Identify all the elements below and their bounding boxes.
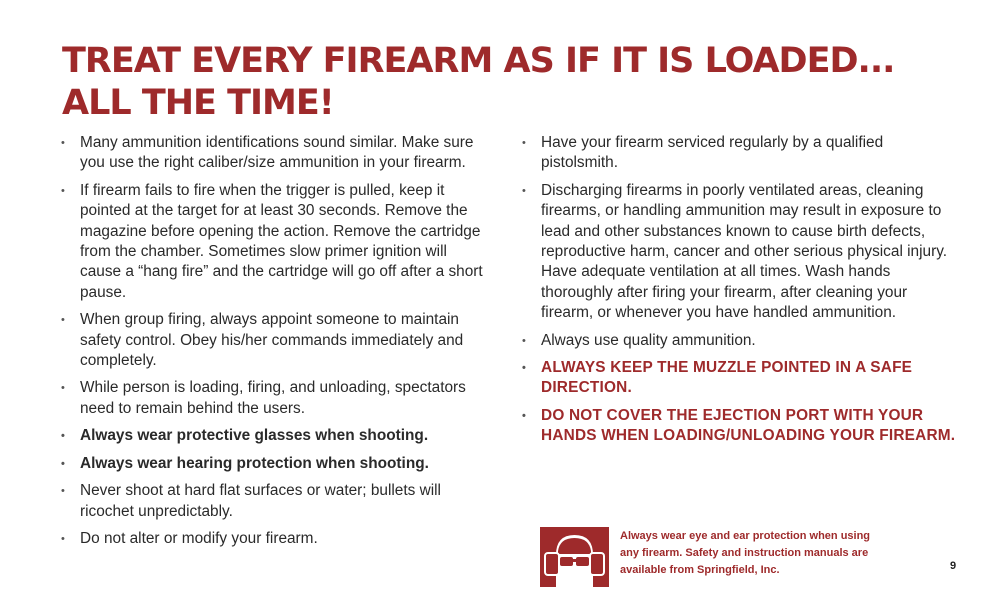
list-item-text: Always wear protective glasses when shooting.	[80, 427, 429, 445]
right-safety-list	[522, 133, 961, 454]
list-item-text: Do not alter or modify your firearm.	[80, 529, 318, 547]
list-item	[61, 454, 490, 474]
bullet-icon: •	[522, 137, 526, 149]
list-item	[61, 378, 490, 419]
bullet-icon: •	[61, 382, 65, 395]
list-item	[61, 529, 490, 549]
list-item	[61, 310, 490, 371]
left-safety-list	[61, 133, 490, 556]
protection-note: Always wear eye and ear protection when using any firearm. Safety and instruction manuals are available from Springfield, Inc.	[620, 530, 871, 576]
list-item	[522, 406, 961, 447]
list-item-text: Always wear hearing protection when shooting.	[80, 454, 429, 472]
list-item	[61, 133, 490, 174]
list-item-text: Many ammunition identifications sound similar. Make sure you use the right caliber/size ammunition in your firearm.	[80, 134, 474, 172]
bullet-icon: •	[61, 184, 65, 197]
list-item-text: Have your firearm serviced regularly by a qualified pistolsmith.	[541, 134, 884, 172]
list-item-text: Never shoot at hard flat surfaces or water; bullets will ricochet unpredictably.	[80, 482, 441, 520]
list-item-text: While person is loading, firing, and unloading, spectators need to remain behind the users.	[80, 379, 466, 417]
list-item-text: If firearm fails to fire when the trigger is pulled, keep it pointed at the target for at least 30 seconds. Remove the magazine before opening the action. Remove the cartridge from the chamber. Sometimes slow primer ignition will cause a “hang fire” and the cartridge will go off after a short pause.	[80, 181, 483, 301]
bullet-icon: •	[522, 409, 527, 422]
list-item	[522, 331, 961, 351]
list-item-text: DO NOT COVER THE EJECTION PORT WITH YOUR HANDS WHEN LOADING/UNLOADING YOUR FIREARM.	[541, 406, 956, 445]
bullet-icon: •	[61, 137, 65, 149]
list-item	[522, 181, 961, 324]
list-item	[61, 481, 490, 522]
headline-line-1: TREAT EVERY FIREARM AS IF IT IS LOADED...	[62, 41, 895, 81]
safety-glasses-ear-protection-icon	[540, 527, 609, 587]
bullet-icon: •	[61, 430, 65, 443]
bullet-icon: •	[61, 532, 65, 545]
bullet-icon: •	[522, 184, 526, 197]
list-item-text: ALWAYS KEEP THE MUZZLE POINTED IN A SAFE DIRECTION.	[541, 359, 913, 397]
bullet-icon: •	[61, 457, 65, 470]
list-item-text: Always use quality ammunition.	[541, 331, 756, 349]
bullet-icon: •	[61, 485, 65, 498]
headline-line-2: ALL THE TIME!	[62, 83, 334, 123]
bullet-icon: •	[61, 314, 65, 327]
list-item	[61, 181, 490, 303]
list-item-text: Discharging firearms in poorly ventilated areas, cleaning firearms, or handling ammunition may result in exposure to lead and other substances known to cause birth defects, reproductive harm, cancer and other serious physical injury. Have adequate ventilation at all times. Wash hands thoroughly after firing your firearm, after cleaning your firearm, or whenever you have handled ammunition.	[541, 181, 948, 322]
list-item	[61, 426, 490, 446]
bullet-icon: •	[522, 362, 527, 375]
bullet-icon: •	[522, 334, 526, 347]
list-item	[522, 133, 961, 174]
page-headline	[62, 40, 982, 124]
list-item-text: When group firing, always appoint someone to maintain safety control. Obey his/her commands immediately and completely.	[80, 311, 464, 370]
list-item	[522, 358, 961, 399]
page-number: 9	[950, 560, 957, 572]
